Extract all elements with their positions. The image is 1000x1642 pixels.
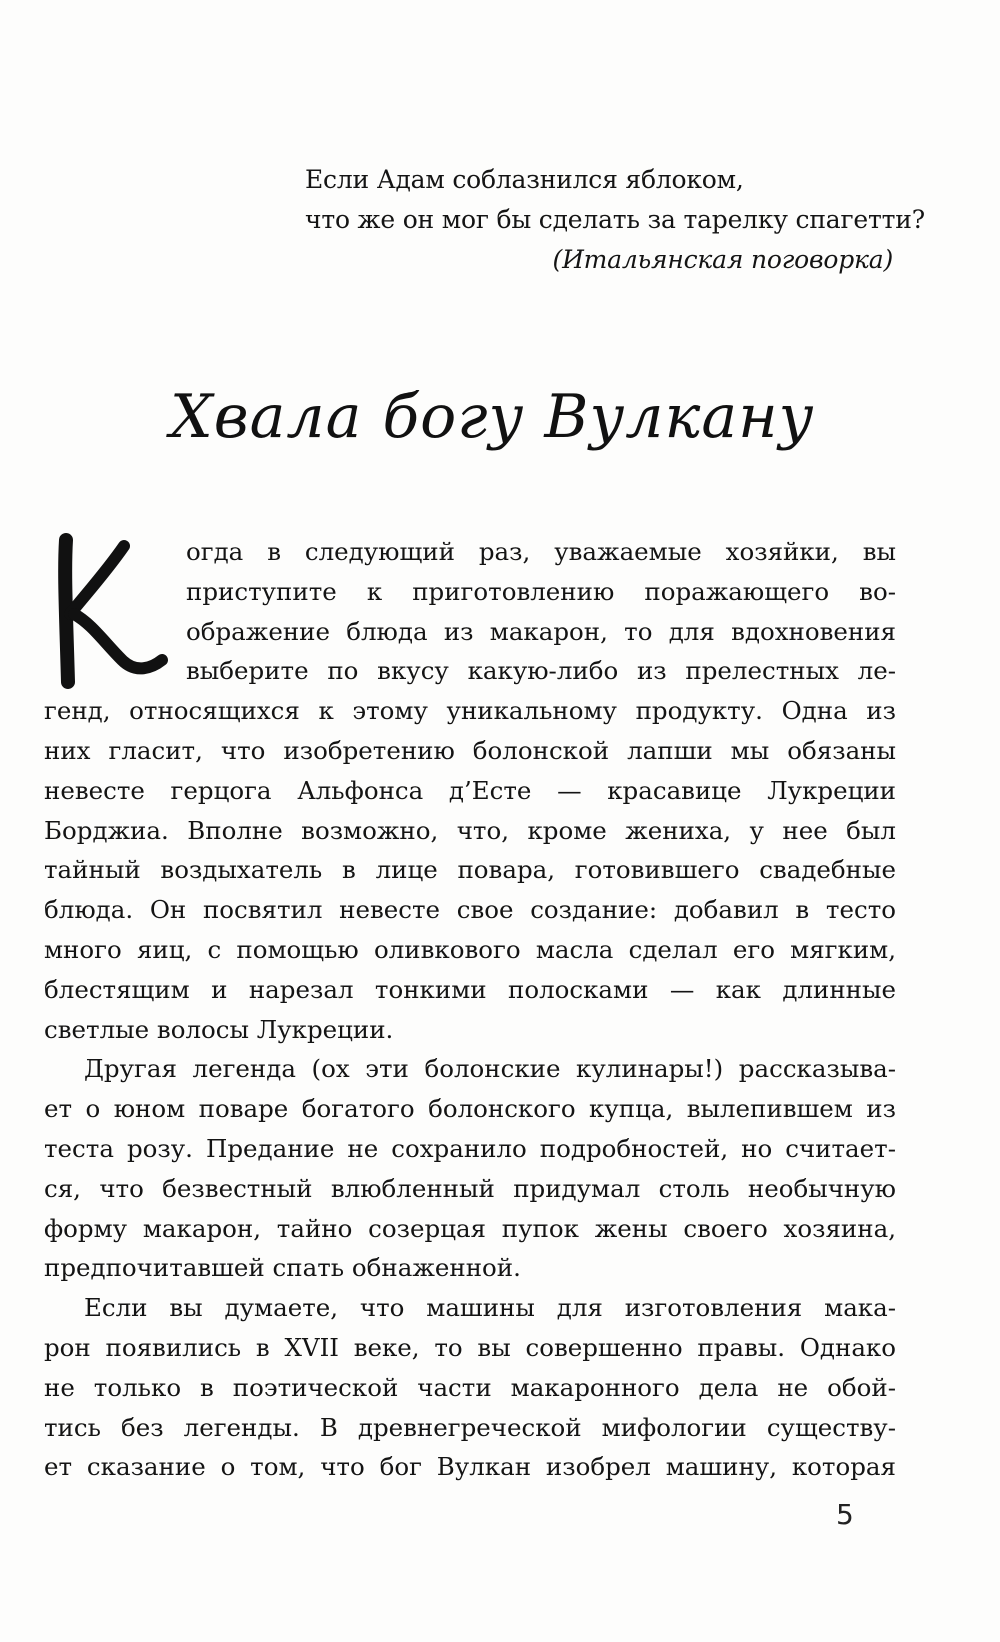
body-text: [44, 532, 896, 1487]
text-line: них гласит, что изобретению болонской лапши мы обязаны: [44, 735, 896, 765]
text-line: приступите к приготовлению поражающего во-: [186, 576, 896, 606]
text-line: ся, что безвестный влюбленный придумал столь необычную: [44, 1173, 896, 1203]
text-line: блестящим и нарезал тонкими полосками — как длинные: [44, 974, 896, 1004]
text-line: тись без легенды. В древнегреческой мифологии существу-: [44, 1412, 896, 1442]
text-line: тайный воздыхатель в лице повара, готовившего свадебные: [44, 855, 896, 885]
text-line: светлые волосы Лукреции.: [44, 1014, 394, 1044]
text-line: невесте герцога Альфонса д’Есте — красавице Лукреции: [44, 775, 896, 805]
epigraph-line: Если Адам соблазнился яблоком,: [305, 165, 744, 194]
paragraph-1: [44, 532, 896, 1049]
epigraph: [305, 160, 925, 280]
text-line: предпочитавшей спать обнаженной.: [44, 1253, 521, 1283]
text-line: форму макарон, тайно созерцая пупок жены своего хозяина,: [44, 1213, 896, 1243]
text-line: огда в следующий раз, уважаемые хозяйки, вы: [186, 537, 896, 566]
text-line: выберите по вкусу какую-либо из прелестных ле-: [186, 656, 896, 686]
text-line: много яиц, с помощью оливкового масла сделал его мягким,: [44, 934, 896, 964]
text-line: теста розу. Предание не сохранило подробностей, но считает-: [44, 1133, 896, 1163]
page-number: 5: [836, 1498, 854, 1531]
text-line: ет сказание о том, что бог Вулкан изобрел машину, которая: [44, 1452, 896, 1482]
paragraph-2: [44, 1049, 896, 1288]
text-line: Борджиа. Вполне возможно, что, кроме жениха, у нее был: [44, 815, 896, 845]
epigraph-source: (Итальянская поговорка): [552, 245, 893, 274]
text-line: ображение блюда из макарон, то для вдохновения: [186, 616, 896, 646]
text-line: ет о юном поваре богатого болонского купца, вылепившем из: [44, 1094, 896, 1124]
text-line: Другая легенда (ох эти болонские кулинары!) рассказыва-: [84, 1054, 896, 1084]
text-line: рон появились в XVII веке, то вы совершенно правы. Однако: [44, 1332, 896, 1362]
paragraph-3: [44, 1288, 896, 1487]
text-line: Если вы думаете, что машины для изготовления мака-: [84, 1293, 896, 1323]
text-line: блюда. Он посвятил невесте свое создание: добавил в тесто: [44, 895, 896, 925]
text-line: генд, относящихся к этому уникальному продукту. Одна из: [44, 696, 896, 726]
epigraph-line: что же он мог бы сделать за тарелку спагетти?: [305, 205, 925, 234]
text-line: не только в поэтической части макаронного дела не обой-: [44, 1372, 896, 1402]
chapter-title-text: Хвала богу Вулкану: [170, 382, 815, 452]
chapter-title: [170, 372, 815, 482]
